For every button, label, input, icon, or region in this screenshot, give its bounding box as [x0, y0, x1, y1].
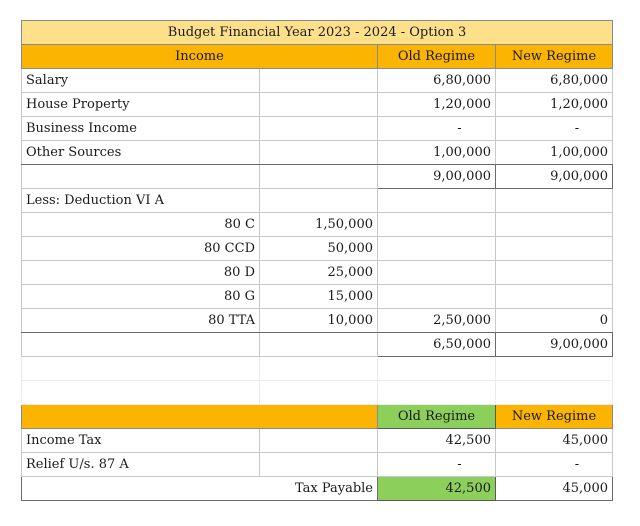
deduction-label-row — [22, 189, 613, 213]
tax-header-row — [22, 405, 613, 429]
empty-cell[interactable] — [496, 213, 613, 237]
deduction-amount[interactable]: 50,000 — [260, 237, 378, 261]
title-row — [22, 21, 613, 45]
income-label[interactable]: House Property — [22, 93, 260, 117]
tax-old-value[interactable]: 42,500 — [378, 429, 496, 453]
deduction-row-80ccd — [22, 237, 613, 261]
empty-cell[interactable] — [378, 237, 496, 261]
empty-cell[interactable] — [496, 237, 613, 261]
deduction-row-80c — [22, 213, 613, 237]
empty-cell[interactable] — [260, 429, 378, 453]
deduction-section[interactable]: 80 D — [22, 261, 260, 285]
income-label[interactable]: Other Sources — [22, 141, 260, 165]
empty-cell[interactable] — [260, 453, 378, 477]
tax-row-income-tax — [22, 429, 613, 453]
old-value[interactable]: 1,20,000 — [378, 93, 496, 117]
deduction-section[interactable]: 80 TTA — [22, 309, 260, 333]
new-value[interactable]: 1,20,000 — [496, 93, 613, 117]
tax-old-value[interactable]: - — [378, 453, 496, 477]
tax-payable-new[interactable]: 45,000 — [496, 477, 613, 501]
empty-cell[interactable] — [496, 381, 613, 405]
deduction-row-80g — [22, 285, 613, 309]
empty-cell[interactable] — [22, 381, 260, 405]
empty-cell[interactable] — [496, 261, 613, 285]
empty-cell[interactable] — [378, 261, 496, 285]
income-header-row — [22, 45, 613, 69]
deduction-total-old[interactable]: 2,50,000 — [378, 309, 496, 333]
sheet-title[interactable]: Budget Financial Year 2023 - 2024 - Option 3 — [22, 21, 613, 45]
empty-cell[interactable] — [496, 357, 613, 381]
gross-total-old[interactable]: 9,00,000 — [378, 165, 496, 189]
new-value[interactable]: 1,00,000 — [496, 141, 613, 165]
budget-table — [21, 20, 613, 501]
new-regime-header[interactable]: New Regime — [496, 45, 613, 69]
budget-sheet — [21, 20, 613, 501]
empty-cell[interactable] — [260, 189, 378, 213]
empty-cell[interactable] — [22, 333, 260, 357]
tax-row-relief — [22, 453, 613, 477]
empty-cell[interactable] — [260, 69, 378, 93]
empty-cell[interactable] — [260, 381, 378, 405]
tax-payable-label[interactable]: Tax Payable — [22, 477, 378, 501]
empty-cell[interactable] — [378, 285, 496, 309]
old-value[interactable]: 1,00,000 — [378, 141, 496, 165]
spacer-row — [22, 381, 613, 405]
new-value[interactable]: - — [496, 117, 613, 141]
deduction-label[interactable]: Less: Deduction VI A — [22, 189, 260, 213]
tax-new-regime-header[interactable]: New Regime — [496, 405, 613, 429]
deduction-amount[interactable]: 25,000 — [260, 261, 378, 285]
tax-header-blank[interactable] — [22, 405, 378, 429]
old-value[interactable]: - — [378, 117, 496, 141]
deduction-amount[interactable]: 15,000 — [260, 285, 378, 309]
empty-cell[interactable] — [260, 333, 378, 357]
tax-new-value[interactable]: - — [496, 453, 613, 477]
income-row-salary — [22, 69, 613, 93]
income-row-other-sources — [22, 141, 613, 165]
empty-cell[interactable] — [378, 381, 496, 405]
empty-cell[interactable] — [378, 213, 496, 237]
income-header[interactable]: Income — [22, 45, 378, 69]
old-value[interactable]: 6,80,000 — [378, 69, 496, 93]
deduction-amount[interactable]: 10,000 — [260, 309, 378, 333]
spacer-row — [22, 357, 613, 381]
empty-cell[interactable] — [378, 357, 496, 381]
empty-cell[interactable] — [378, 189, 496, 213]
empty-cell[interactable] — [22, 357, 260, 381]
net-income-new[interactable]: 9,00,000 — [496, 333, 613, 357]
tax-new-value[interactable]: 45,000 — [496, 429, 613, 453]
tax-label[interactable]: Income Tax — [22, 429, 260, 453]
tax-label[interactable]: Relief U/s. 87 A — [22, 453, 260, 477]
income-row-house-property — [22, 93, 613, 117]
empty-cell[interactable] — [496, 285, 613, 309]
deduction-total-new[interactable]: 0 — [496, 309, 613, 333]
deduction-section[interactable]: 80 CCD — [22, 237, 260, 261]
net-income-row — [22, 333, 613, 357]
empty-cell[interactable] — [260, 141, 378, 165]
empty-cell[interactable] — [260, 357, 378, 381]
deduction-amount[interactable]: 1,50,000 — [260, 213, 378, 237]
income-label[interactable]: Business Income — [22, 117, 260, 141]
empty-cell[interactable] — [260, 117, 378, 141]
old-regime-header[interactable]: Old Regime — [378, 45, 496, 69]
net-income-old[interactable]: 6,50,000 — [378, 333, 496, 357]
deduction-section[interactable]: 80 C — [22, 213, 260, 237]
empty-cell[interactable] — [22, 165, 260, 189]
empty-cell[interactable] — [260, 93, 378, 117]
empty-cell[interactable] — [260, 165, 378, 189]
gross-total-row — [22, 165, 613, 189]
income-row-business — [22, 117, 613, 141]
deduction-row-80tta — [22, 309, 613, 333]
tax-payable-old[interactable]: 42,500 — [378, 477, 496, 501]
income-label[interactable]: Salary — [22, 69, 260, 93]
tax-old-regime-header[interactable]: Old Regime — [378, 405, 496, 429]
deduction-section[interactable]: 80 G — [22, 285, 260, 309]
empty-cell[interactable] — [496, 189, 613, 213]
tax-payable-row — [22, 477, 613, 501]
gross-total-new[interactable]: 9,00,000 — [496, 165, 613, 189]
new-value[interactable]: 6,80,000 — [496, 69, 613, 93]
deduction-row-80d — [22, 261, 613, 285]
